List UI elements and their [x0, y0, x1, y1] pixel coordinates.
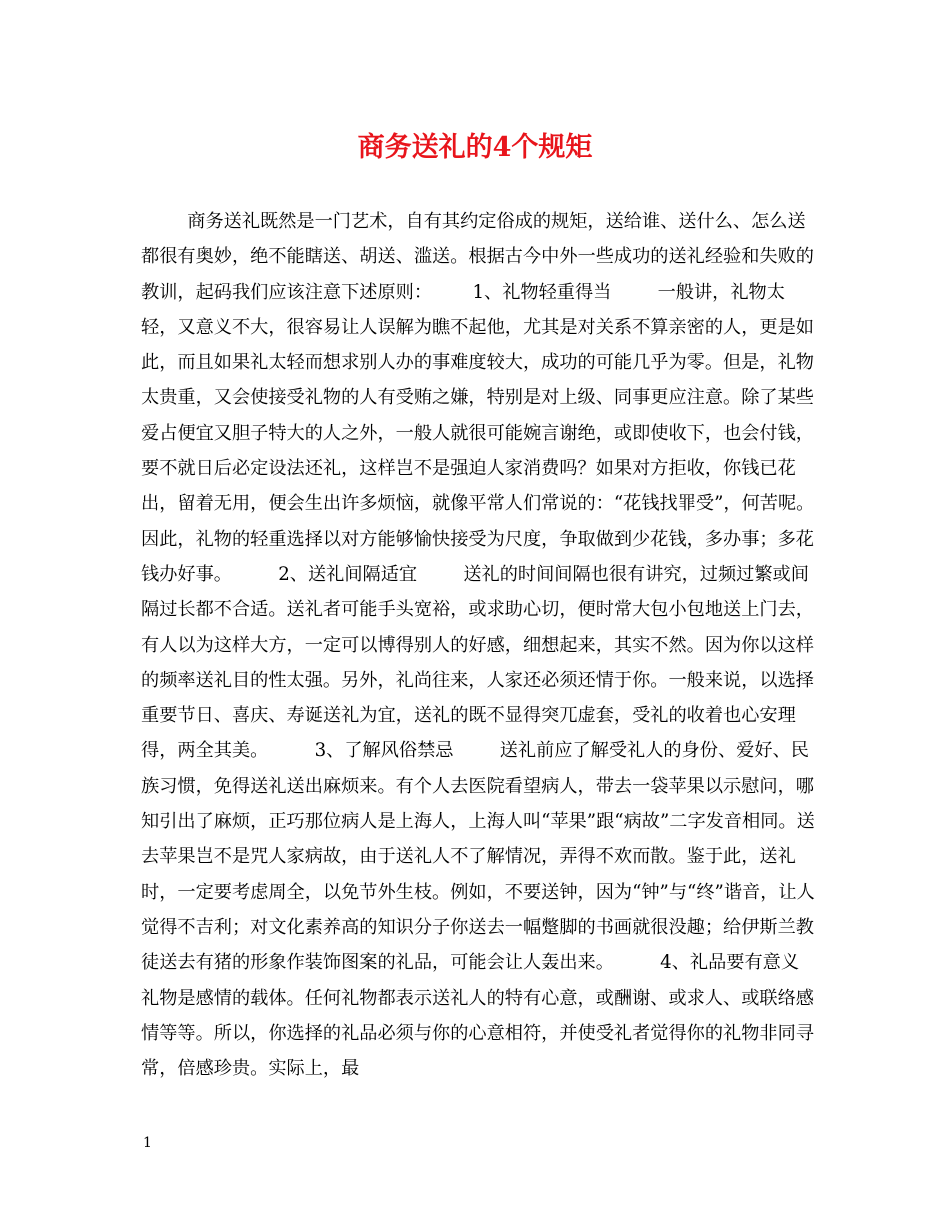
- document-body: 商务送礼既然是一门艺术，自有其约定俗成的规矩，送给谁、送什么、怎么送都很有奥妙，绝不能瞎送、胡送、滥送。根据古今中外一些成功的送礼经验和失败的教训，起码我们应该注意下述原则： 1、礼物轻重得当 一般讲，礼物太轻，又意义不大，很容易让人误解为瞧不起他，尤其是对关系不算亲密的人，更是如此，而且如果礼太轻而想求别人办的事难度较大，成功的可能几乎为零。但是，礼物太贵重，又会使接受礼物的人有受贿之嫌，特别是对上级、同事更应注意。除了某些爱占便宜又胆子特大的人之外，一般人就很可能婉言谢绝，或即使收下，也会付钱，要不就日后必定设法还礼，这样岂不是强迫人家消费吗？如果对方拒收，你钱已花出，留着无用，便会生出许多烦恼，就像平常人们常说的：“花钱找罪受”，何苦呢。因此，礼物的轻重选择以对方能够愉快接受为尺度，争取做到少花钱，多办事；多花钱办好事。 2、送礼间隔适宜 送礼的时间间隔也很有讲究，过频过繁或间隔过长都不合适。送礼者可能手头宽裕，或求助心切，便时常大包小包地送上门去，有人以为这样大方，一定可以博得别人的好感，细想起来，其实不然。因为你以这样的频率送礼目的性太强。另外，礼尚往来，人家还必须还情于你。一般来说，以选择重要节日、喜庆、寿诞送礼为宜，送礼的既不显得突兀虚套，受礼的收着也心安理得，两全其美。 3、了解风俗禁忌 送礼前应了解受礼人的身份、爱好、民族习惯，免得送礼送出麻烦来。有个人去医院看望病人，带去一袋苹果以示慰问，哪知引出了麻烦，正巧那位病人是上海人，上海人叫“苹果”跟“病故”二字发音相同。送去苹果岂不是咒人家病故，由于送礼人不了解情况，弄得不欢而散。鉴于此，送礼时，一定要考虑周全，以免节外生枝。例如，不要送钟，因为“钟”与“终”谐音，让人觉得不吉利；对文化素养高的知识分子你送去一幅蹩脚的书画就很没趣；给伊斯兰教徒送去有猪的形象作装饰图案的礼品，可能会让人轰出来。 4、礼品要有意义 礼物是感情的载体。任何礼物都表示送礼人的特有心意，或酬谢、或求人、或联络感情等等。所以，你选择的礼品必须与你的心意相符，并使受礼者觉得你的礼物非同寻常，倍感珍贵。实际上，最: [141, 211, 846, 1080]
- document-title: 商务送礼的4个规矩: [357, 132, 593, 163]
- page-number: 1: [143, 1135, 152, 1151]
